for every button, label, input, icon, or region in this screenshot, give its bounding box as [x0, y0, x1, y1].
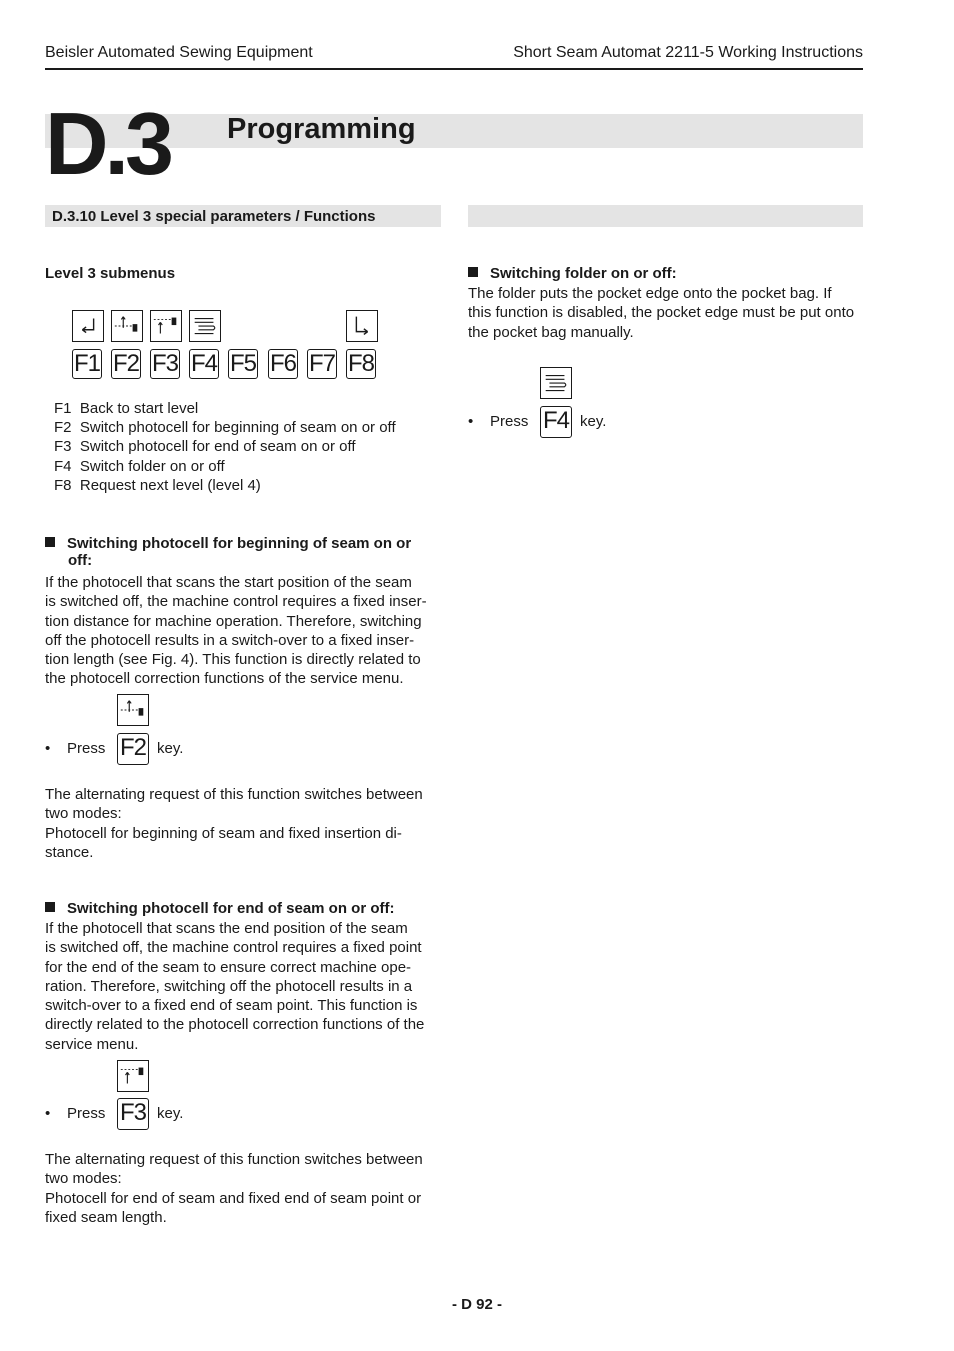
folder-icon: [189, 310, 221, 342]
section-bar-right: [468, 205, 863, 227]
list-item: F2 Switch photocell for beginning of seam on or off: [54, 419, 396, 436]
list-item: F1 Back to start level: [54, 400, 199, 417]
begin-after: The alternating request of this function switches between two modes: Photocell for beginning of seam and fixed insertion di- stance.: [45, 786, 423, 861]
f3-key[interactable]: F3: [151, 350, 178, 377]
header-left: Beisler Automated Sewing Equipment: [45, 44, 313, 61]
list-item: F4 Switch folder on or off: [54, 458, 225, 475]
section-title: D.3.10 Level 3 special parameters / Functions: [52, 208, 376, 225]
key-suffix: key.: [157, 740, 184, 757]
page-number: - D 92 -: [451, 1296, 502, 1313]
bullet-icon: •: [45, 740, 51, 757]
folder-body: The folder puts the pocket edge onto the pocket bag. If this function is disabled, the pocket edge must be put onto the pocket bag manually.: [468, 285, 855, 341]
header-rule: [45, 68, 863, 70]
key-suffix: key.: [580, 413, 607, 430]
f4-key[interactable]: F4: [190, 350, 217, 377]
bullet-icon: •: [468, 413, 474, 430]
chapter-number: D.3: [45, 94, 170, 193]
f5-key[interactable]: F5: [229, 350, 256, 377]
press-label: Press: [67, 740, 106, 757]
list-item: F8 Request next level (level 4): [54, 477, 261, 494]
f1-key[interactable]: F1: [73, 350, 100, 377]
photocell-end-icon: [150, 310, 182, 342]
f4-key[interactable]: F4: [540, 406, 572, 438]
square-bullet-icon: [45, 537, 55, 547]
end-after: The alternating request of this function switches between two modes: Photocell for end of seam and fixed end of seam point or fixed seam length.: [45, 1151, 423, 1226]
bullet-icon: •: [45, 1105, 51, 1122]
submenus-heading: Level 3 submenus: [45, 265, 176, 282]
list-item: F3 Switch photocell for end of seam on or off: [54, 438, 356, 455]
next-level-icon: [346, 310, 378, 342]
f6-key[interactable]: F6: [269, 350, 296, 377]
f7-key[interactable]: F7: [308, 350, 335, 377]
press-label: Press: [67, 1105, 106, 1122]
end-body: If the photocell that scans the end position of the seam is switched off, the machine control requires a fixed point for the end of the seam to ensure correct machine ope- ration. Therefore, switching off the photocell results in a switch-over to a fixed end of seam point. This function is directly related to the photocell correction functions of the service menu.: [45, 920, 425, 1053]
photocell-end-icon: [117, 1060, 149, 1092]
photocell-begin-icon: [111, 310, 143, 342]
f8-key[interactable]: F8: [347, 350, 374, 377]
header-right: Short Seam Automat 2211-5 Working Instructions: [513, 44, 863, 61]
f2-key[interactable]: F2: [112, 350, 139, 377]
square-bullet-icon: [45, 902, 55, 912]
square-bullet-icon: [468, 267, 478, 277]
begin-body: If the photocell that scans the start position of the seam is switched off, the machine control requires a fixed inser- tion distance for machine operation. Therefore, switching off the photocell results in a switch-over to a fixed inser- tion length (see Fig. 4). This function is directly related to the photocell correction functions of the service menu.: [45, 574, 427, 688]
press-label: Press: [490, 413, 529, 430]
photocell-begin-icon: [117, 694, 149, 726]
folder-heading: Switching folder on or off:: [468, 265, 677, 282]
return-arrow-icon: [72, 310, 104, 342]
begin-heading: Switching photocell for beginning of seam on or off:: [45, 535, 441, 569]
f3-key[interactable]: F3: [117, 1098, 149, 1130]
chapter-title: Programming: [227, 113, 416, 145]
key-suffix: key.: [157, 1105, 184, 1122]
folder-icon: [540, 367, 572, 399]
end-heading: Switching photocell for end of seam on or off:: [45, 900, 395, 917]
f2-key[interactable]: F2: [117, 733, 149, 765]
